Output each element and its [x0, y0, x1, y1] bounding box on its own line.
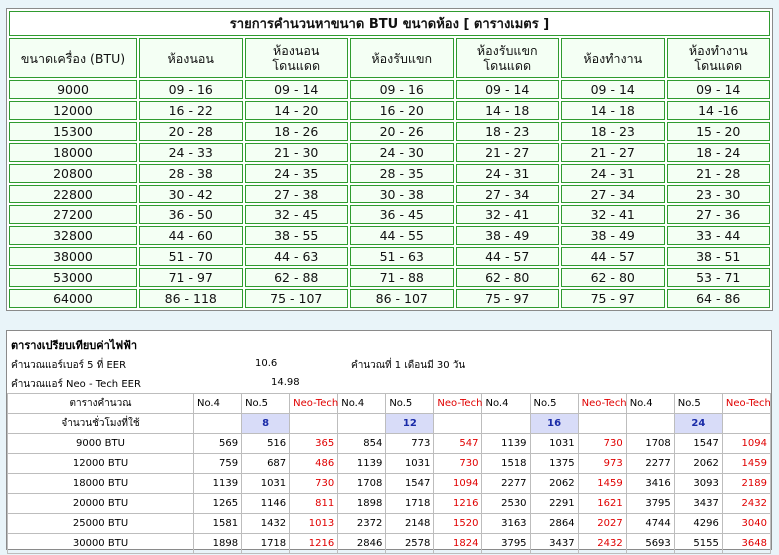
no5-column-header: No.5 [674, 394, 722, 414]
neo-tech-column-header: Neo-Tech [578, 394, 626, 414]
btu-column-header [561, 38, 665, 78]
btu-size-cell: 32800 [9, 226, 137, 245]
hours-value: 24 [674, 414, 722, 434]
room-size-cell: 30 - 42 [139, 185, 243, 204]
cost-cell: 1547 [386, 474, 434, 494]
no4-column-header: No.4 [194, 394, 242, 414]
cost-cell: 2846 [338, 534, 386, 554]
room-size-cell: 21 - 27 [456, 143, 560, 162]
btu-column-header [350, 38, 454, 78]
hours-spacer [626, 414, 674, 434]
compare-row [8, 474, 771, 494]
room-size-cell: 62 - 80 [561, 268, 665, 287]
room-size-cell: 51 - 70 [139, 247, 243, 266]
header-line: ห้องนอน [167, 50, 214, 66]
neo-tech-cost-cell: 973 [578, 454, 626, 474]
btu-size-cell: 12000 [9, 101, 137, 120]
btu-row [9, 205, 770, 224]
neo-tech-cost-cell: 2432 [578, 534, 626, 554]
cost-cell: 2062 [530, 474, 578, 494]
cost-cell: 759 [194, 454, 242, 474]
btu-size-cell: 22800 [9, 185, 137, 204]
cost-cell: 3795 [482, 534, 530, 554]
room-size-cell: 24 - 31 [561, 164, 665, 183]
cost-cell: 1708 [626, 434, 674, 454]
neo-tech-column-header: Neo-Tech [434, 394, 482, 414]
neo-tech-column-header: Neo-Tech [290, 394, 338, 414]
calc-label: ตารางคำนวณ [8, 394, 194, 414]
btu-row [9, 80, 770, 99]
neo-tech-cost-cell: 730 [578, 434, 626, 454]
btu-column-header [667, 38, 771, 78]
room-size-cell: 27 - 38 [245, 185, 349, 204]
cost-cell: 1898 [338, 494, 386, 514]
cost-cell: 3437 [530, 534, 578, 554]
room-size-cell: 36 - 50 [139, 205, 243, 224]
room-size-cell: 27 - 36 [667, 205, 771, 224]
cost-cell: 2277 [482, 474, 530, 494]
btu-room-size-table [7, 9, 772, 310]
hours-spacer [290, 414, 338, 434]
hours-spacer [578, 414, 626, 434]
cost-cell: 1375 [530, 454, 578, 474]
hours-value: 16 [530, 414, 578, 434]
room-size-cell: 44 - 57 [456, 247, 560, 266]
neo-tech-cost-cell: 1094 [434, 474, 482, 494]
cost-cell: 1146 [242, 494, 290, 514]
btu-row [9, 289, 770, 308]
btu-size-cell: 27200 [9, 205, 137, 224]
neo-tech-cost-cell: 1094 [722, 434, 770, 454]
btu-size-cell: 15300 [9, 122, 137, 141]
neo-tech-cost-cell: 1459 [578, 474, 626, 494]
neo-tech-cost-cell: 1013 [290, 514, 338, 534]
room-size-cell: 75 - 107 [245, 289, 349, 308]
cost-cell: 5155 [674, 534, 722, 554]
cost-cell: 1139 [482, 434, 530, 454]
neo-tech-cost-cell: 1216 [290, 534, 338, 554]
btu-row [9, 247, 770, 266]
neo-tech-cost-cell: 730 [434, 454, 482, 474]
room-size-cell: 44 - 55 [350, 226, 454, 245]
btu-row [9, 268, 770, 287]
btu-size-cell: 18000 [9, 143, 137, 162]
room-size-cell: 20 - 26 [350, 122, 454, 141]
room-size-cell: 32 - 41 [561, 205, 665, 224]
btu-row [9, 164, 770, 183]
cost-cell: 3416 [626, 474, 674, 494]
room-size-cell: 30 - 38 [350, 185, 454, 204]
room-size-cell: 28 - 35 [350, 164, 454, 183]
room-size-cell: 09 - 14 [245, 80, 349, 99]
compare-row [8, 434, 771, 454]
room-size-cell: 38 - 49 [456, 226, 560, 245]
room-size-cell: 18 - 23 [561, 122, 665, 141]
btu-label: 9000 BTU [8, 434, 194, 454]
btu-table-title: รายการคำนวนหาขนาด BTU ขนาดห้อง [ ตารางเมตร ] [9, 11, 770, 36]
room-size-cell: 09 - 16 [350, 80, 454, 99]
hours-spacer [434, 414, 482, 434]
room-size-cell: 23 - 30 [667, 185, 771, 204]
neo-tech-label: คำนวณแอร์ Neo - Tech EER [11, 379, 141, 390]
neo-tech-cost-cell: 2027 [578, 514, 626, 534]
cost-cell: 773 [386, 434, 434, 454]
room-size-cell: 71 - 97 [139, 268, 243, 287]
cost-cell: 1139 [194, 474, 242, 494]
btu-column-header [9, 38, 137, 78]
room-size-cell: 24 - 31 [456, 164, 560, 183]
btu-label: 25000 BTU [8, 514, 194, 534]
no5-column-header: No.5 [530, 394, 578, 414]
cost-cell: 1718 [242, 534, 290, 554]
neo-tech-cost-cell: 1520 [434, 514, 482, 534]
neo-tech-cost-cell: 730 [290, 474, 338, 494]
compare-row [8, 534, 771, 554]
room-size-cell: 38 - 55 [245, 226, 349, 245]
header-line: โดนแดด [483, 58, 532, 74]
cost-cell: 1139 [338, 454, 386, 474]
cost-cell: 569 [194, 434, 242, 454]
btu-table-header-row [9, 38, 770, 78]
room-size-cell: 36 - 45 [350, 205, 454, 224]
cost-cell: 4744 [626, 514, 674, 534]
hours-spacer [338, 414, 386, 434]
cost-cell: 1518 [482, 454, 530, 474]
room-size-cell: 09 - 14 [667, 80, 771, 99]
cost-cell: 1581 [194, 514, 242, 534]
neo-tech-column-header: Neo-Tech [722, 394, 770, 414]
compare-row [8, 514, 771, 534]
room-size-cell: 44 - 60 [139, 226, 243, 245]
room-size-cell: 33 - 44 [667, 226, 771, 245]
cost-cell: 2372 [338, 514, 386, 534]
compare-header-row [8, 394, 771, 414]
room-size-cell: 24 - 35 [245, 164, 349, 183]
room-size-cell: 16 - 22 [139, 101, 243, 120]
room-size-cell: 24 - 30 [350, 143, 454, 162]
cost-cell: 2062 [674, 454, 722, 474]
cost-cell: 1031 [242, 474, 290, 494]
room-size-cell: 75 - 97 [456, 289, 560, 308]
room-size-cell: 86 - 118 [139, 289, 243, 308]
btu-size-cell: 53000 [9, 268, 137, 287]
btu-label: 12000 BTU [8, 454, 194, 474]
room-size-cell: 51 - 63 [350, 247, 454, 266]
room-size-cell: 28 - 38 [139, 164, 243, 183]
room-size-cell: 86 - 107 [350, 289, 454, 308]
compare-title: ตารางเปรียบเทียบค่าไฟฟ้า [11, 339, 138, 352]
cost-cell: 1547 [674, 434, 722, 454]
btu-column-header [456, 38, 560, 78]
cost-cell: 1432 [242, 514, 290, 534]
room-size-cell: 53 - 71 [667, 268, 771, 287]
btu-size-cell: 9000 [9, 80, 137, 99]
compare-row [8, 454, 771, 474]
cost-cell: 3093 [674, 474, 722, 494]
room-size-cell: 62 - 80 [456, 268, 560, 287]
room-size-cell: 32 - 45 [245, 205, 349, 224]
btu-room-size-panel [6, 8, 773, 311]
room-size-cell: 14 - 20 [245, 101, 349, 120]
electricity-compare-panel [6, 330, 772, 550]
hours-spacer [482, 414, 530, 434]
no4-column-header: No.4 [338, 394, 386, 414]
compare-row [8, 494, 771, 514]
hours-spacer [194, 414, 242, 434]
room-size-cell: 14 -16 [667, 101, 771, 120]
btu-size-cell: 64000 [9, 289, 137, 308]
room-size-cell: 15 - 20 [667, 122, 771, 141]
room-size-cell: 27 - 34 [561, 185, 665, 204]
cost-cell: 2530 [482, 494, 530, 514]
cost-cell: 1708 [338, 474, 386, 494]
header-line: โดนแดด [694, 58, 743, 74]
room-size-cell: 14 - 18 [561, 101, 665, 120]
room-size-cell: 71 - 88 [350, 268, 454, 287]
cost-cell: 1265 [194, 494, 242, 514]
neo-tech-cost-cell: 2189 [722, 474, 770, 494]
btu-label: 30000 BTU [8, 534, 194, 554]
cost-cell: 1898 [194, 534, 242, 554]
room-size-cell: 16 - 20 [350, 101, 454, 120]
no4-column-header: No.4 [626, 394, 674, 414]
btu-row [9, 101, 770, 120]
room-size-cell: 27 - 34 [456, 185, 560, 204]
hours-spacer [722, 414, 770, 434]
room-size-cell: 38 - 51 [667, 247, 771, 266]
hours-value: 8 [242, 414, 290, 434]
cost-cell: 3437 [674, 494, 722, 514]
cost-cell: 1031 [530, 434, 578, 454]
neo-tech-cost-cell: 811 [290, 494, 338, 514]
room-size-cell: 09 - 16 [139, 80, 243, 99]
room-size-cell: 21 - 27 [561, 143, 665, 162]
header-line: ห้องรับแขก [476, 43, 538, 59]
room-size-cell: 21 - 30 [245, 143, 349, 162]
header-line: ขนาดเครื่อง (BTU) [20, 50, 126, 66]
neo-tech-cost-cell: 3648 [722, 534, 770, 554]
room-size-cell: 14 - 18 [456, 101, 560, 120]
neo-tech-cost-cell: 1459 [722, 454, 770, 474]
room-size-cell: 44 - 63 [245, 247, 349, 266]
room-size-cell: 09 - 14 [456, 80, 560, 99]
period-label: คำนวณที่ 1 เดือนมี 30 วัน [351, 360, 466, 371]
neo-tech-cost-cell: 1824 [434, 534, 482, 554]
no5-column-header: No.5 [386, 394, 434, 414]
cost-cell: 2148 [386, 514, 434, 534]
hours-value: 12 [386, 414, 434, 434]
room-size-cell: 20 - 28 [139, 122, 243, 141]
btu-column-header [245, 38, 349, 78]
btu-size-cell: 20800 [9, 164, 137, 183]
btu-size-cell: 38000 [9, 247, 137, 266]
cost-cell: 1718 [386, 494, 434, 514]
cost-cell: 3795 [626, 494, 674, 514]
cost-cell: 687 [242, 454, 290, 474]
cost-cell: 2578 [386, 534, 434, 554]
room-size-cell: 64 - 86 [667, 289, 771, 308]
btu-row [9, 122, 770, 141]
no5-column-header: No.5 [242, 394, 290, 414]
cost-cell: 854 [338, 434, 386, 454]
cost-cell: 3163 [482, 514, 530, 534]
header-line: ห้องทำงาน [583, 50, 643, 66]
btu-label: 18000 BTU [8, 474, 194, 494]
btu-row [9, 143, 770, 162]
eer5-label: คำนวณแอร์เบอร์ 5 ที่ EER [11, 360, 127, 371]
cost-cell: 2291 [530, 494, 578, 514]
room-size-cell: 62 - 88 [245, 268, 349, 287]
btu-label: 20000 BTU [8, 494, 194, 514]
cost-cell: 1031 [386, 454, 434, 474]
cost-cell: 2864 [530, 514, 578, 534]
neo-tech-cost-cell: 1216 [434, 494, 482, 514]
electricity-compare-table [7, 393, 771, 554]
header-line: ห้องนอน [273, 43, 320, 59]
room-size-cell: 38 - 49 [561, 226, 665, 245]
neo-tech-value: 14.98 [271, 377, 300, 388]
neo-tech-cost-cell: 486 [290, 454, 338, 474]
cost-cell: 5693 [626, 534, 674, 554]
header-line: โดนแดด [272, 58, 321, 74]
hours-label: จำนวนชั่วโมงที่ใช้ [8, 414, 194, 434]
btu-row [9, 226, 770, 245]
header-line: ห้องรับแขก [371, 50, 433, 66]
room-size-cell: 18 - 26 [245, 122, 349, 141]
neo-tech-cost-cell: 547 [434, 434, 482, 454]
neo-tech-cost-cell: 2432 [722, 494, 770, 514]
header-line: ห้องทำงาน [688, 43, 748, 59]
room-size-cell: 32 - 41 [456, 205, 560, 224]
hours-row [8, 414, 771, 434]
neo-tech-cost-cell: 3040 [722, 514, 770, 534]
room-size-cell: 18 - 24 [667, 143, 771, 162]
room-size-cell: 44 - 57 [561, 247, 665, 266]
room-size-cell: 21 - 28 [667, 164, 771, 183]
room-size-cell: 09 - 14 [561, 80, 665, 99]
room-size-cell: 24 - 33 [139, 143, 243, 162]
room-size-cell: 18 - 23 [456, 122, 560, 141]
cost-cell: 4296 [674, 514, 722, 534]
neo-tech-cost-cell: 365 [290, 434, 338, 454]
btu-row [9, 185, 770, 204]
cost-cell: 516 [242, 434, 290, 454]
btu-column-header [139, 38, 243, 78]
room-size-cell: 75 - 97 [561, 289, 665, 308]
no4-column-header: No.4 [482, 394, 530, 414]
neo-tech-cost-cell: 1621 [578, 494, 626, 514]
cost-cell: 2277 [626, 454, 674, 474]
eer5-value: 10.6 [255, 358, 278, 369]
